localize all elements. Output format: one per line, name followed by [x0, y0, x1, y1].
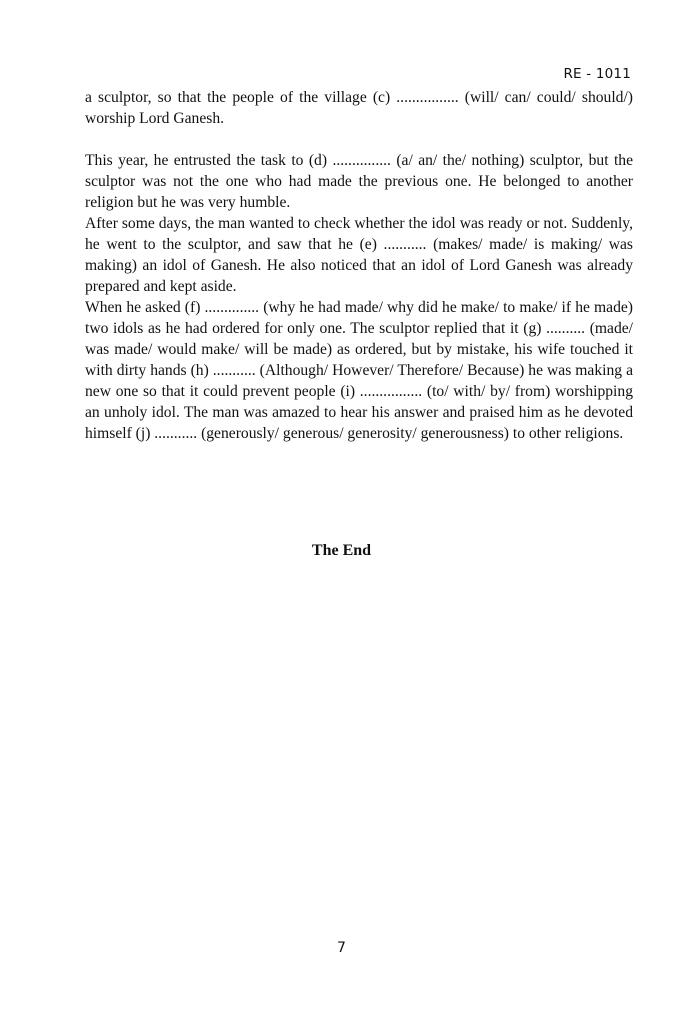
passage-paragraph-1: a sculptor, so that the people of the village (c) ................ (will/ can/ could/ should/) worship Lord Ganesh. [85, 89, 633, 127]
page-number: 7 [337, 940, 346, 956]
passage-paragraph-2: This year, he entrusted the task to (d) ............... (a/ an/ the/ nothing) sculptor, but the sculptor was not the one who had made the previous one. He belonged to another religion but he was very humble. [85, 152, 633, 211]
end-title: The End [311, 542, 372, 559]
document-code: RE - 1011 [563, 66, 631, 82]
passage-paragraph-4: When he asked (f) .............. (why he had made/ why did he make/ to make/ if he made) two idols as he had ordered for only one. The sculptor replied that it (g) .......... (made/ was made/ would make/ will be made) as ordered, but by mistake, his wife touched it with dirty hands (h) ........... (Although/ However/ Therefore/ Because) he was making a new one so that it could prevent people (i) ................ (to/ with/ by/ from) worshipping an unholy idol. The man was amazed to hear his answer and praised him as he devoted himself (j) ........... (generously/ generous/ generosity/ generousness) to other religions. [85, 299, 633, 442]
passage-paragraph-3: After some days, the man wanted to check whether the idol was ready or not. Suddenly, he went to the sculptor, and saw that he (e) ........... (makes/ made/ is making/ was making) an idol of Ganesh. He also noticed that an idol of Lord Ganesh was already prepared and kept aside. [85, 215, 633, 295]
passage [85, 87, 633, 444]
